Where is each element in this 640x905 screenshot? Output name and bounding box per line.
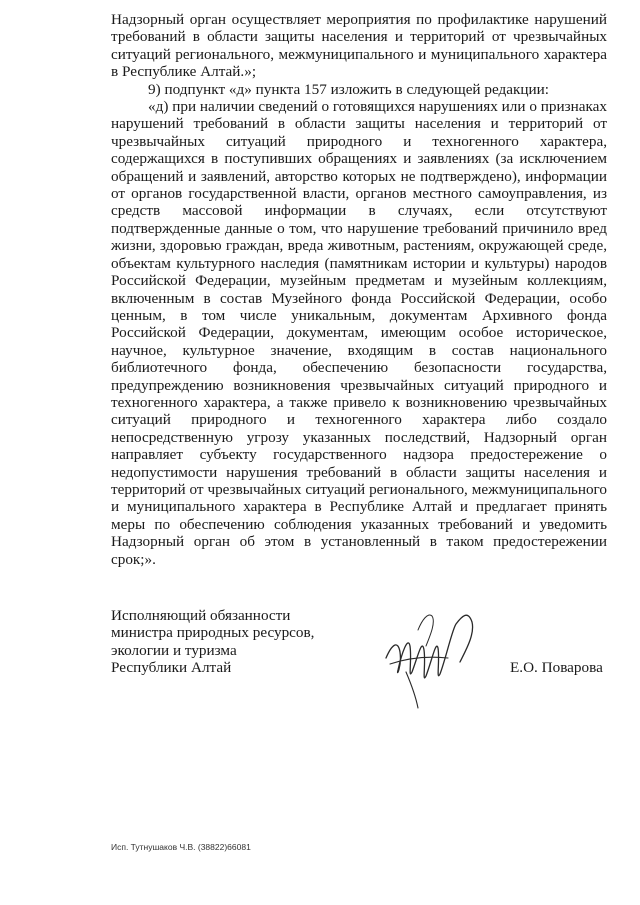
paragraph-2: 9) подпункт «д» пункта 157 изложить в следующей редакции:: [148, 80, 549, 98]
signatory-name: Е.О. Поварова: [510, 659, 603, 676]
handwritten-signature: [378, 600, 498, 710]
paragraph-1: Надзорный орган осуществляет мероприятия по профилактике нарушений требований в области защиты населения и территорий от чрезвычайных ситуаций регионального, межмуниципального и муниципального характера в Республике Алтай.»;: [111, 11, 607, 81]
signatory-title-line-3: экологии и туризма: [111, 641, 237, 659]
paragraph-3: «д) при наличии сведений о готовящихся нарушениях или о признаках нарушений требований в области защиты населения и территорий от чрезвычайных ситуаций природного и техногенного характера, содержащихся в поступивших обращениях и заявлениях (за исключением обращений и заявлений, авторство которых не подтверждено), информации от органов государственной власти, органов местного самоуправления, из средств массовой информации в случаях, если отсутствуют подтвержденные данные о том, что нарушение требований причинило вред жизни, здоровью граждан, вреда животным, растениям, окружающей среде, объектам культурного наследия (памятникам истории и культуры) народов Российской Федерации, музейным предметам и музейным коллекциям, включенным в состав Музейного фонда Российской Федерации, особо ценным, в том числе уникальным, документам Архивного фонда Российской Федерации, документам, имеющим особое историческое, научное, культурное значение, входящим в состав национального библиотечного фонда, обеспечению безопасности государства, предупреждению возникновения чрезвычайных ситуаций природного и техногенного характера, а также привело к возникновению чрезвычайных ситуаций природного и техногенного характера либо создало непосредственную угрозу указанных последствий, Надзорный орган направляет субъекту государственного надзора предостережение о недопустимости нарушения требований в области защиты населения и территорий от чрезвычайных ситуаций регионального, межмуниципального и муниципального характера в Республике Алтай и предлагает принять меры по обеспечению соблюдения указанных требований и уведомить Надзорный орган об этом в установленный в таком предостережении срок;».: [111, 98, 607, 568]
signatory-title-line-2: министра природных ресурсов,: [111, 624, 315, 642]
document-body: [111, 11, 607, 568]
signatory-title-line-1: Исполняющий обязанности: [111, 607, 291, 624]
signatory-title: [111, 607, 314, 677]
executor-note: Исп. Тутнушаков Ч.В. (38822)66081: [111, 842, 251, 852]
signatory-title-line-4: Республики Алтай: [111, 659, 232, 677]
